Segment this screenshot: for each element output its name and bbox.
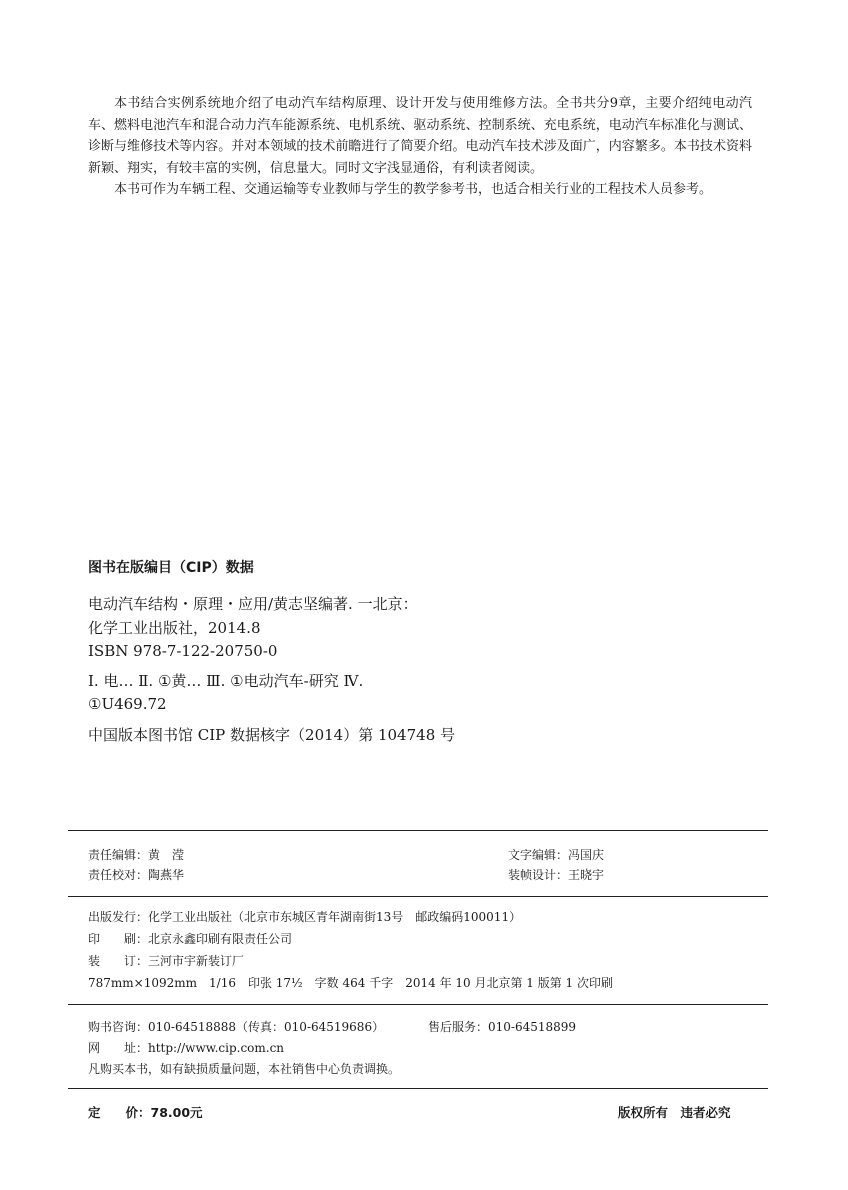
after-sales-contact: 售后服务：010-64518899 [428, 1020, 577, 1034]
book-description [88, 93, 752, 201]
divider [68, 1088, 768, 1089]
purchase-contact: 购书咨询：010-64518888（传真：010-64519686） [88, 1020, 385, 1034]
cip-heading: 图书在版编目（CIP）数据 [88, 560, 254, 576]
cip-classification: Ⅰ. 电… Ⅱ. ①黄… Ⅲ. ①电动汽车-研究 Ⅳ. [88, 672, 364, 690]
credit-editor: 责任编辑：黄 滢 [88, 848, 185, 862]
binder-info: 装 订：三河市宇新装订厂 [88, 954, 245, 968]
divider [68, 896, 768, 897]
cip-record-number: 中国版本图书馆 CIP 数据核字（2014）第 104748 号 [88, 726, 456, 744]
cip-class-number: ①U469.72 [88, 695, 167, 713]
description-paragraph-1: 本书结合实例系统地介绍了电动汽车结构原理、设计开发与使用维修方法。全书共分9章，主要介绍纯电动汽车、燃料电池汽车和混合动力汽车能源系统、电机系统、驱动系统、控制系统、充电系统，电动汽车标准化与测试、诊断与维修技术等内容。并对本领域的技术前瞻进行了简要介绍。电动汽车技术涉及面广，内容繁多。本书技术资料新颖、翔实，有较丰富的实例，信息量大。同时文字浅显通俗，有利读者阅读。 [88, 96, 752, 176]
description-paragraph-2: 本书可作为车辆工程、交通运输等专业教师与学生的教学参考书，也适合相关行业的工程技术人员参考。 [114, 182, 713, 197]
credit-proofreader: 责任校对：陶燕华 [88, 868, 185, 882]
credit-text-editor: 文字编辑：冯国庆 [508, 848, 605, 862]
print-specs: 787mm×1092mm 1/16 印张 17½ 字数 464 千字 2014 年 10 月北京第 1 版第 1 次印刷 [88, 976, 613, 990]
divider [68, 1004, 768, 1005]
cip-line-1: 电动汽车结构・原理・应用/黄志坚编著. 一北京： [88, 595, 418, 613]
credit-designer: 装帧设计：王晓宇 [508, 868, 605, 882]
printer-info: 印 刷：北京永鑫印刷有限责任公司 [88, 932, 293, 946]
cip-line-2: 化学工业出版社，2014.8 [88, 619, 261, 637]
cip-isbn: ISBN 978-7-122-20750-0 [88, 642, 278, 660]
publisher-info: 出版发行：化学工业出版社（北京市东城区青年湖南街13号 邮政编码100011） [88, 910, 522, 924]
quality-notice: 凡购买本书，如有缺损质量问题，本社销售中心负责调换。 [88, 1062, 401, 1076]
website: 网 址：http://www.cip.com.cn [88, 1041, 285, 1055]
copyright-notice: 版权所有 违者必究 [618, 1105, 731, 1120]
divider [68, 830, 768, 831]
price: 定 价：78.00元 [88, 1105, 203, 1120]
